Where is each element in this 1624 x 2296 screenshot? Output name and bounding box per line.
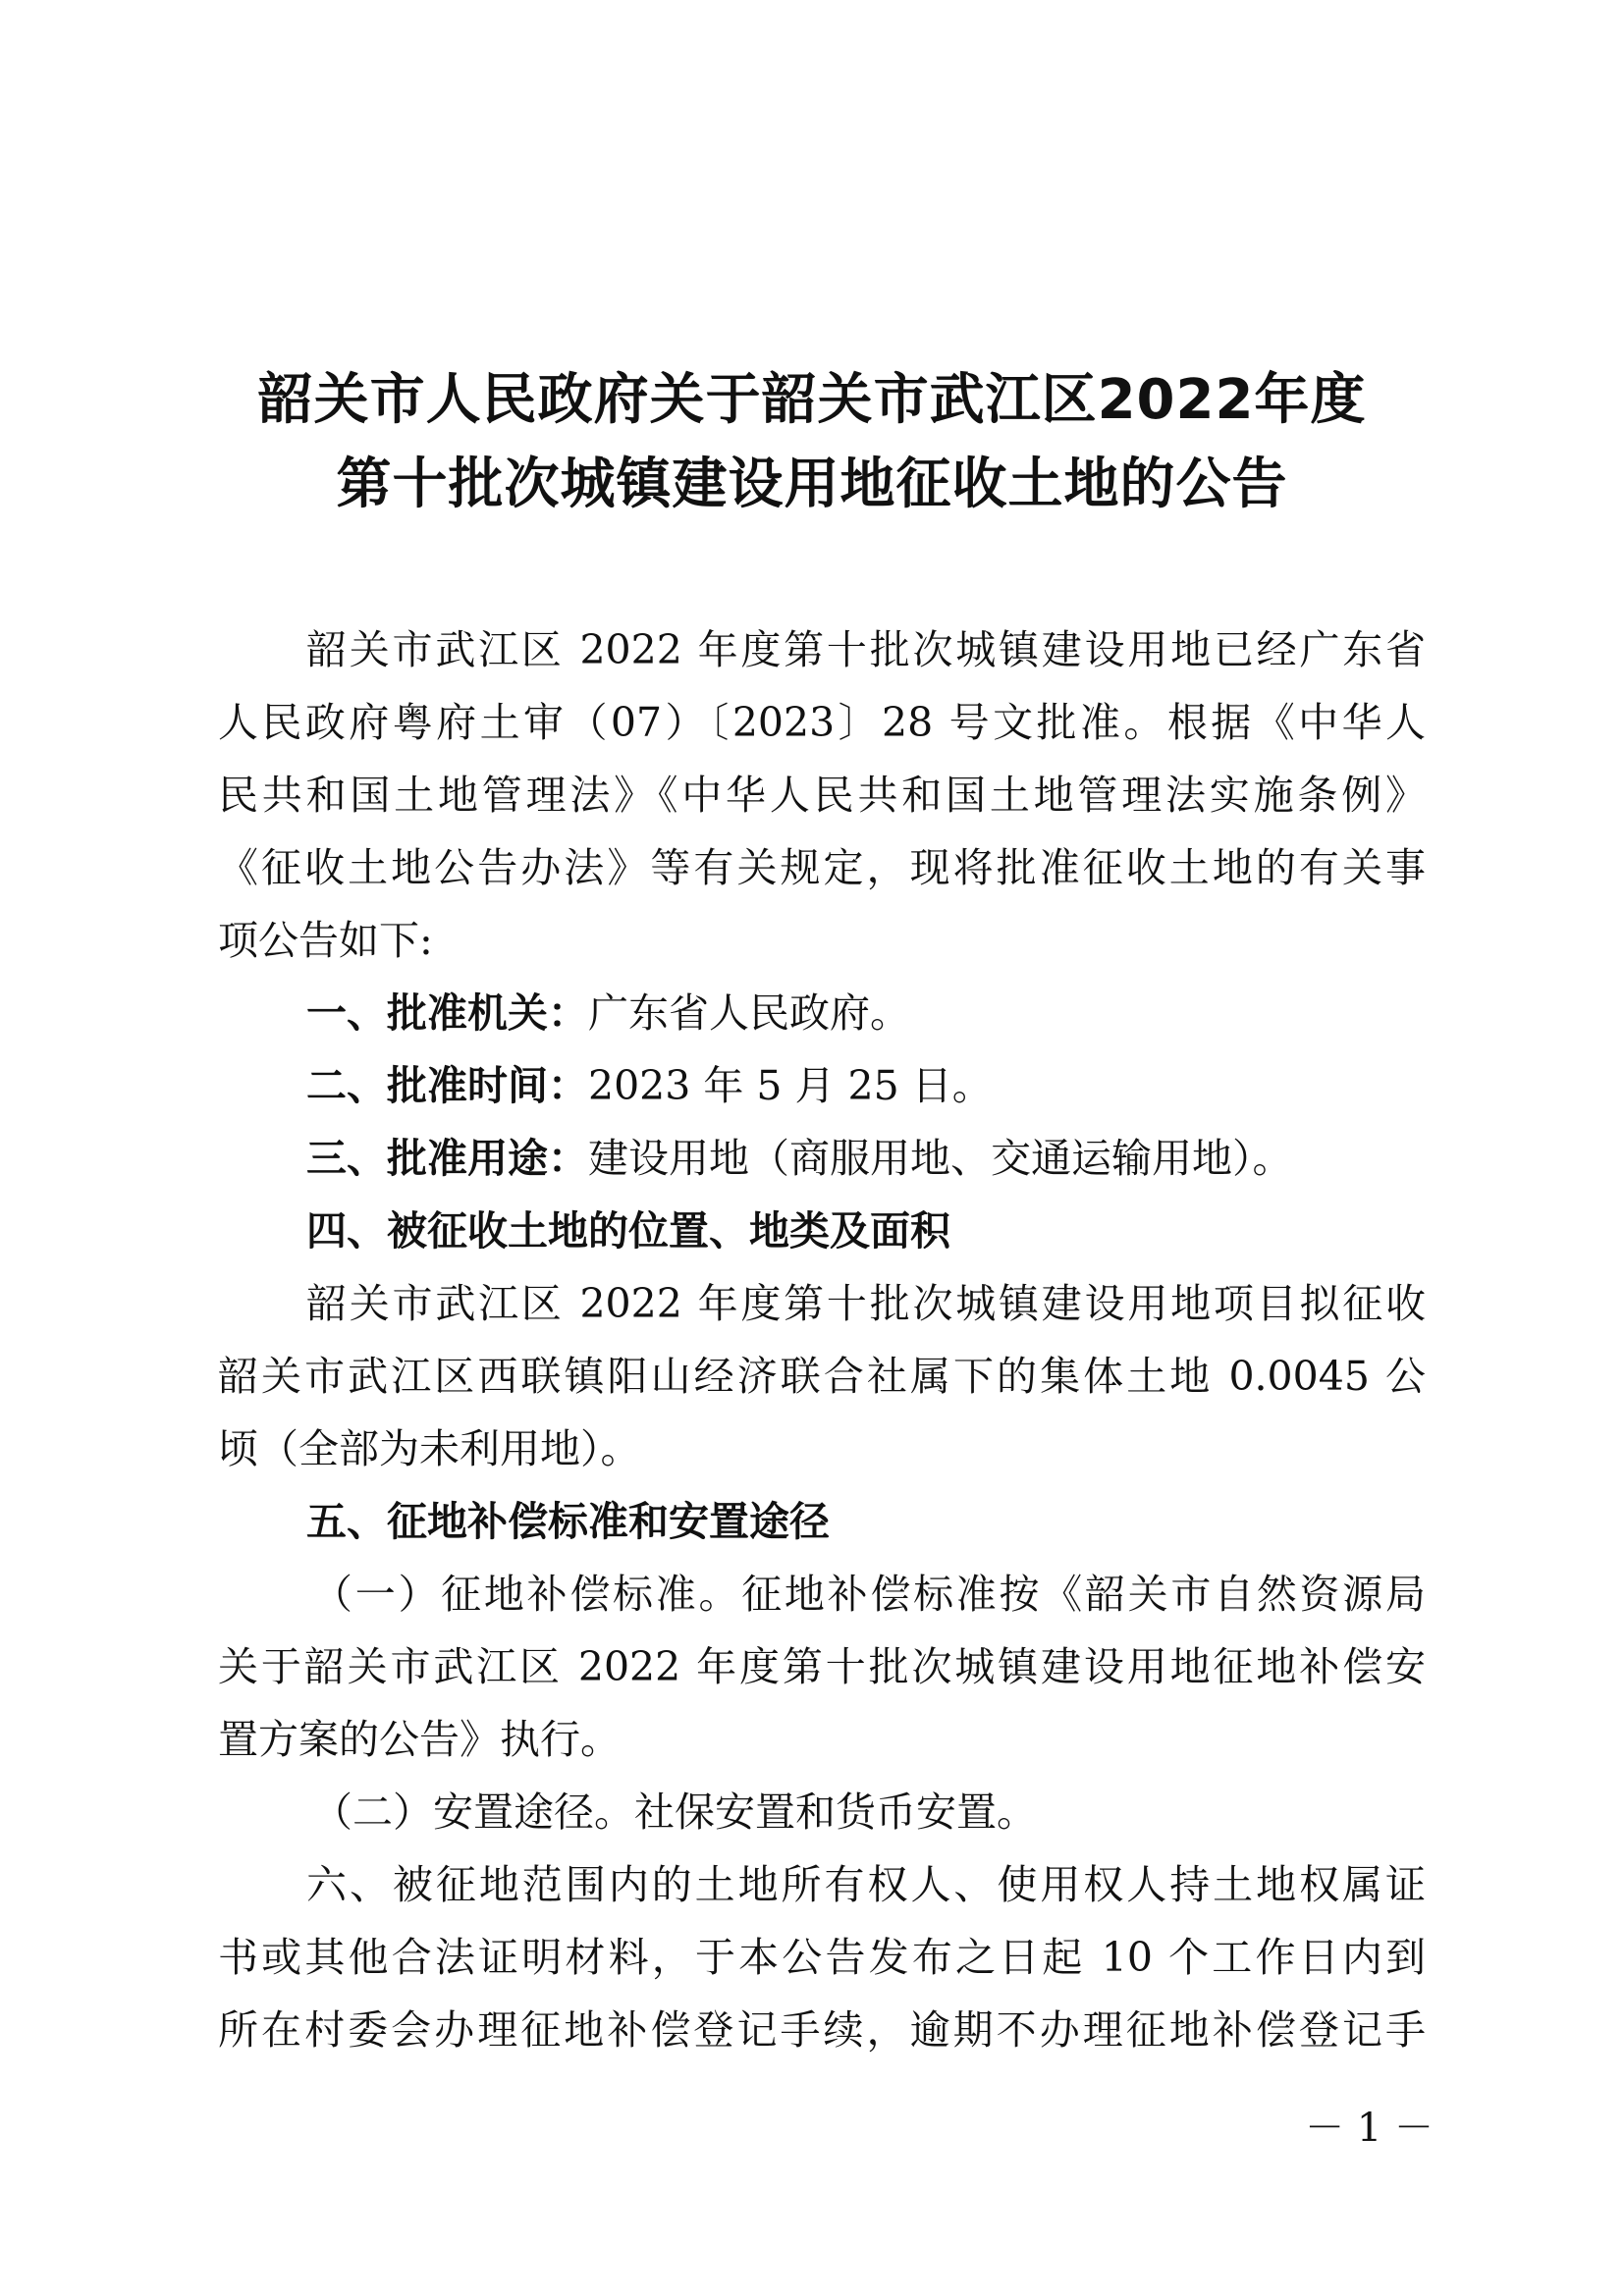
section-4-heading: 四、被征收土地的位置、地类及面积 <box>306 1207 950 1255</box>
approved-use-value: 建设用地（商服用地、交通运输用地）。 <box>588 1135 1293 1182</box>
approval-time-value: 2023 年 5 月 25 日。 <box>588 1062 993 1109</box>
intro-line-1: 韶关市武江区 2022 年度第十批次城镇建设用地已经广东省 <box>306 626 1426 673</box>
section-6-line-3: 所在村委会办理征地补偿登记手续，逾期不办理征地补偿登记手 <box>218 2006 1426 2054</box>
section-4-line-2: 韶关市武江区西联镇阳山经济联合社属下的集体土地 0.0045 公 <box>218 1353 1426 1400</box>
section-4-line-3: 顷（全部为未利用地）。 <box>218 1425 641 1472</box>
section-5-sub2-line-1: （二）安置途径。社保安置和货币安置。 <box>312 1789 1037 1836</box>
section-5-heading: 五、征地补偿标准和安置途径 <box>306 1498 830 1545</box>
section-6-line-2: 书或其他合法证明材料，于本公告发布之日起 10 个工作日内到 <box>218 1934 1426 1981</box>
section-5-sub1-line-3: 置方案的公告》执行。 <box>218 1716 621 1763</box>
section-6-line-1: 六、被征地范围内的土地所有权人、使用权人持土地权属证 <box>306 1861 1426 1908</box>
item-approver <box>306 984 1426 1042</box>
page-number: － 1 － <box>1305 2106 1434 2151</box>
intro-line-5: 项公告如下: <box>218 917 433 964</box>
intro-line-2: 人民政府粤府土审（07）〔2023〕28 号文批准。根据《中华人 <box>218 699 1426 746</box>
section-4-line-1: 韶关市武江区 2022 年度第十批次城镇建设用地项目拟征收 <box>306 1280 1426 1327</box>
intro-line-3: 民共和国土地管理法》《中华人民共和国土地管理法实施条例》 <box>218 772 1426 819</box>
approver-label: 一、批准机关： <box>306 989 588 1037</box>
section-5-sub1-line-1: （一）征地补偿标准。征地补偿标准按《韶关市自然资源局 <box>312 1571 1426 1618</box>
page-title-line-1: 韶关市人民政府关于韶关市武江区2022年度 <box>257 368 1367 432</box>
item-approved-use <box>306 1129 1426 1188</box>
item-approval-time <box>306 1056 1426 1115</box>
section-5-sub1-line-2: 关于韶关市武江区 2022 年度第十批次城镇建设用地征地补偿安 <box>218 1643 1426 1690</box>
intro-line-4: 《征收土地公告办法》等有关规定，现将批准征收土地的有关事 <box>218 844 1426 891</box>
page-title-line-2: 第十批次城镇建设用地征收土地的公告 <box>336 453 1288 516</box>
approval-time-label: 二、批准时间： <box>306 1062 588 1109</box>
approved-use-label: 三、批准用途： <box>306 1135 588 1182</box>
approver-value: 广东省人民政府。 <box>588 989 910 1037</box>
